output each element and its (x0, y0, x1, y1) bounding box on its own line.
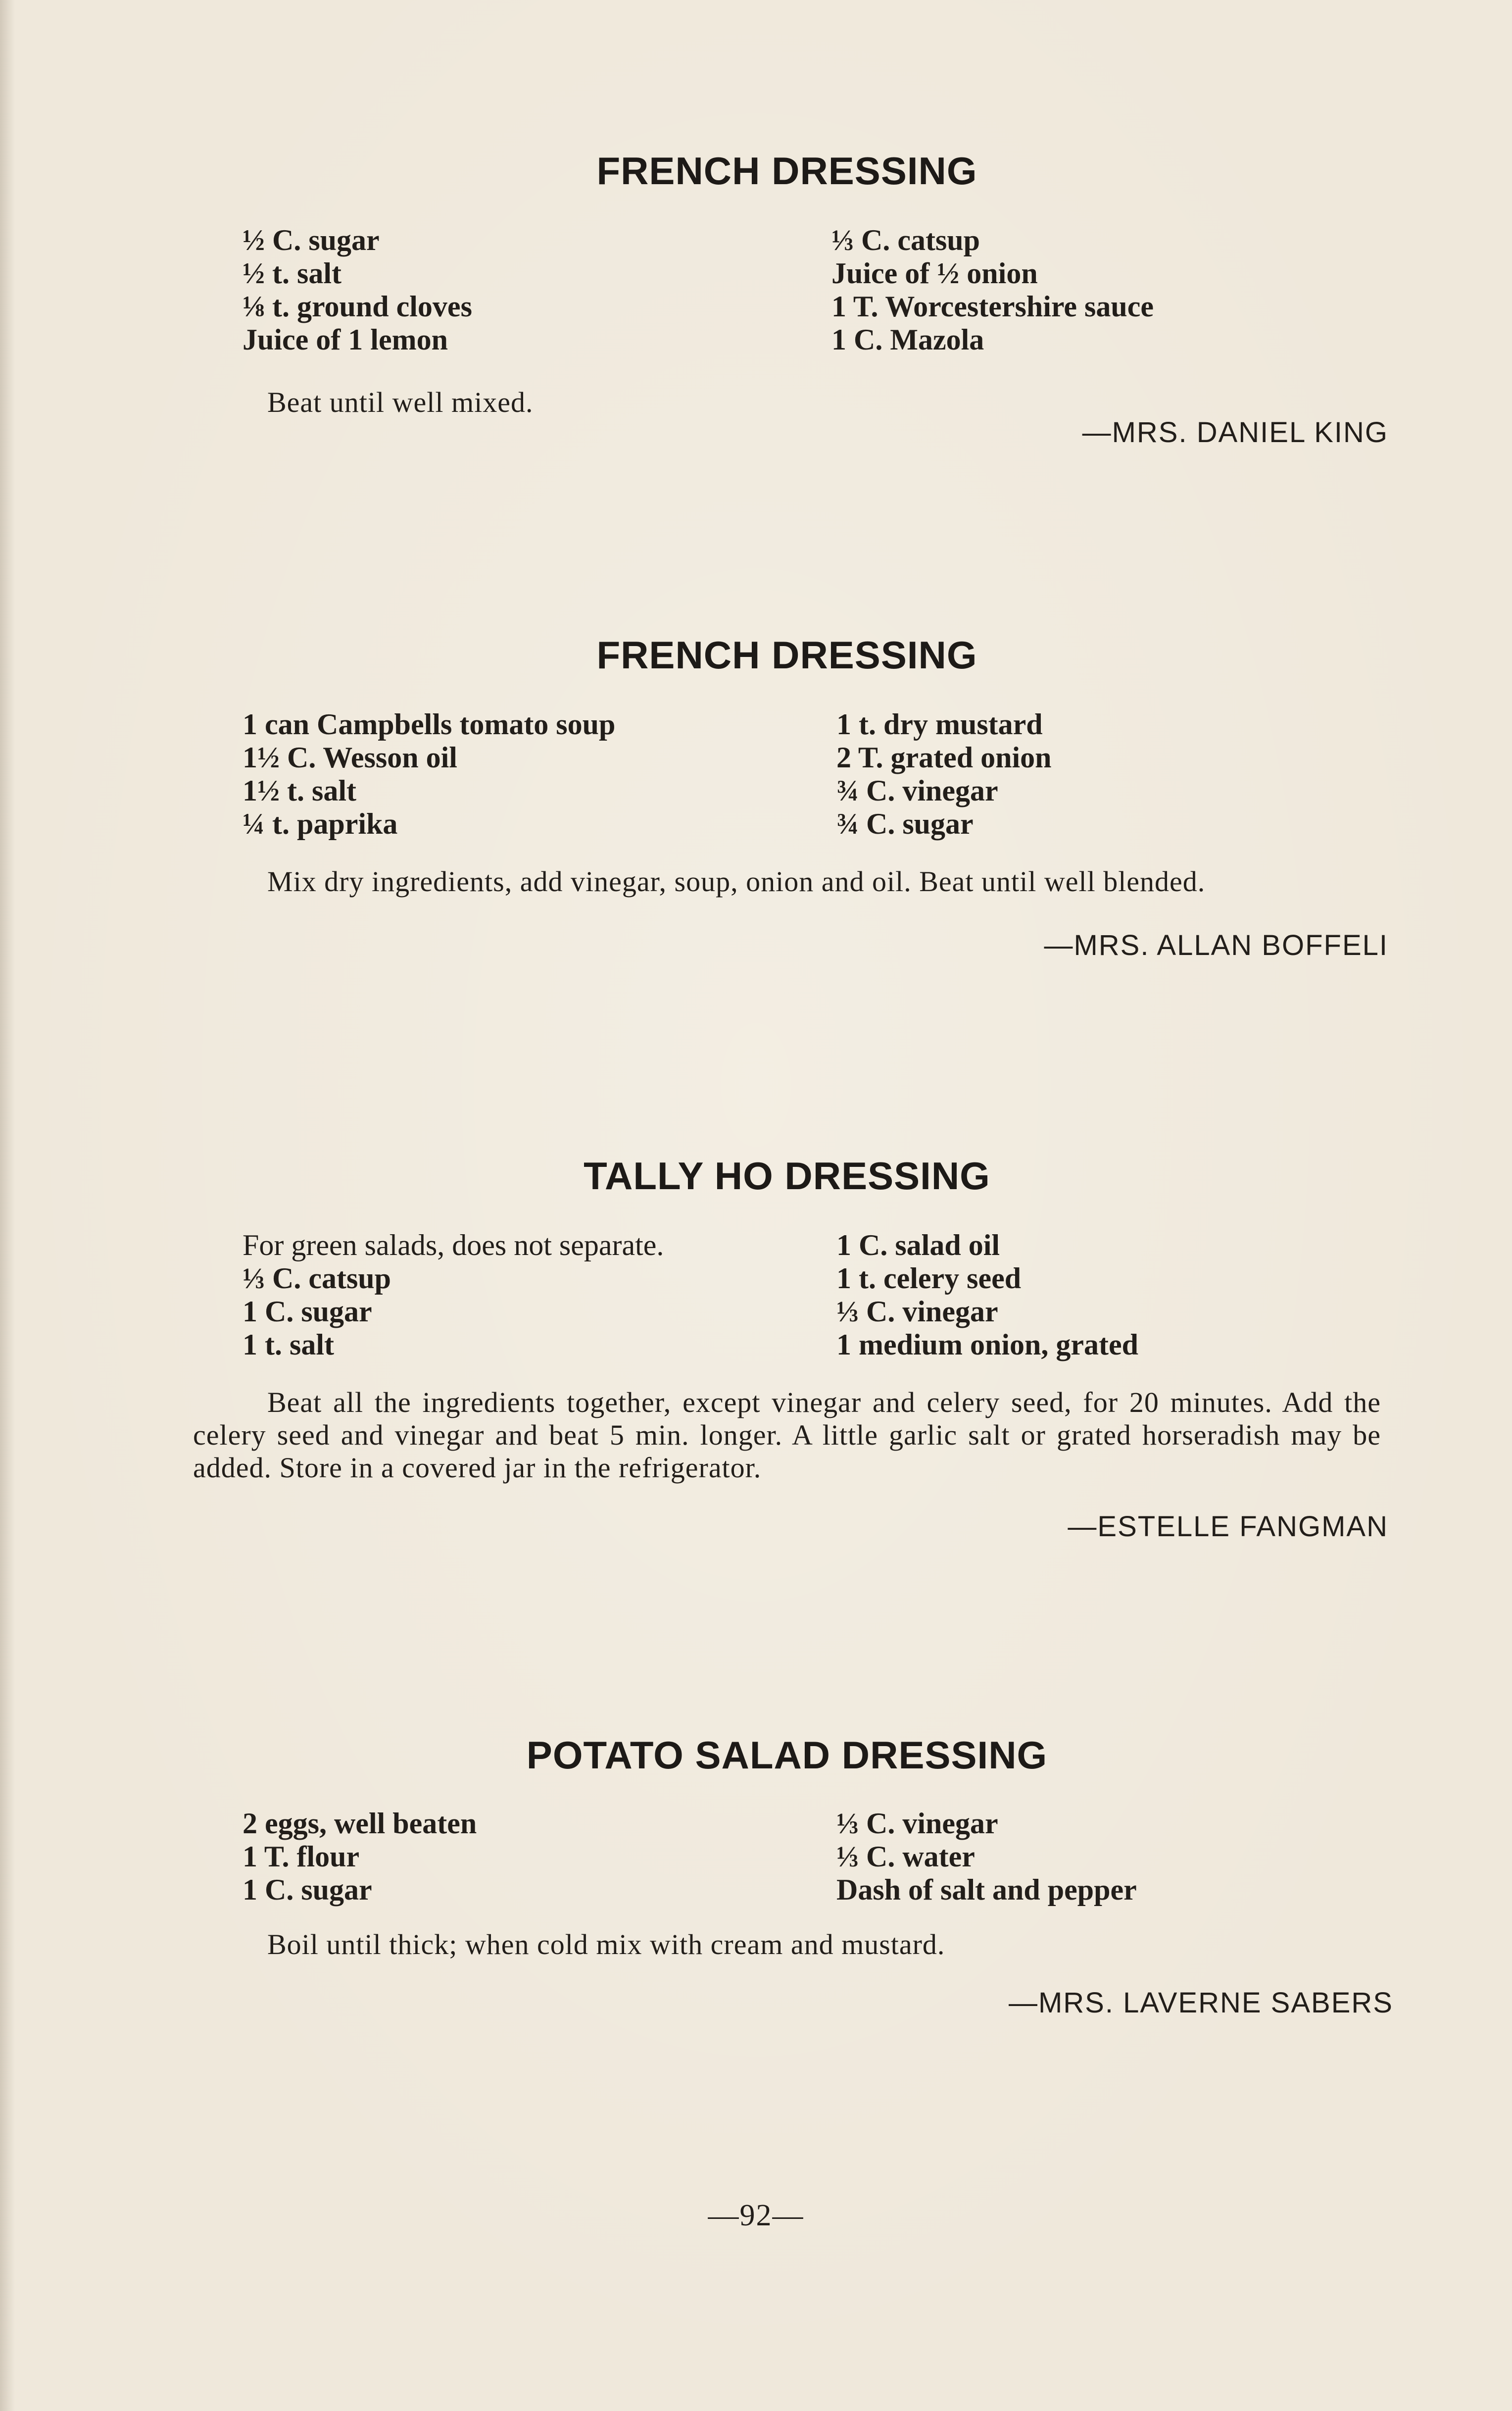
page-number: —92— (708, 2199, 804, 2232)
ingredient: 1 t. salt (243, 1328, 334, 1361)
ingredient: ¾ C. sugar (836, 807, 974, 840)
recipe-title: FRENCH DRESSING (596, 633, 977, 677)
recipe-directions: Beat until well mixed. (267, 386, 534, 418)
recipe-author: —ESTELLE FANGMAN (1068, 1510, 1388, 1543)
ingredient: ⅓ C. vinegar (836, 1295, 998, 1328)
ingredients-right (836, 1229, 1138, 1361)
recipe-directions: Mix dry ingredients, add vinegar, soup, onion and oil. Beat until well blended. (267, 865, 1206, 898)
recipe-author: —MRS. ALLAN BOFFELI (1044, 929, 1388, 961)
ingredients-left (243, 224, 472, 356)
ingredient: 1 C. salad oil (836, 1229, 1000, 1261)
ingredient: 1 C. Mazola (831, 323, 984, 356)
ingredient: 1½ C. Wesson oil (243, 741, 457, 774)
ingredient: 1 can Campbells tomato soup (243, 708, 616, 741)
ingredient: ⅓ C. vinegar (836, 1807, 998, 1840)
ingredient: ¾ C. vinegar (836, 774, 998, 807)
recipe-author: —MRS. DANIEL KING (1082, 416, 1388, 449)
ingredient: 1 medium onion, grated (836, 1328, 1139, 1361)
ingredient: Juice of ½ onion (831, 257, 1038, 290)
ingredients-left (243, 1229, 664, 1361)
ingredient: 1 t. celery seed (836, 1262, 1022, 1295)
ingredient: ⅓ C. catsup (831, 224, 980, 256)
page-edge-shadow (0, 0, 15, 2411)
ingredient: 1 t. dry mustard (836, 708, 1043, 741)
ingredient: ⅓ C. catsup (243, 1262, 391, 1295)
ingredient: 2 T. grated onion (836, 741, 1052, 774)
ingredient: Juice of 1 lemon (243, 323, 448, 356)
ingredient: 1 C. sugar (243, 1295, 372, 1328)
ingredient: 1 T. Worcestershire sauce (831, 290, 1154, 323)
recipe-title: POTATO SALAD DRESSING (526, 1733, 1048, 1777)
ingredient-note: For green salads, does not separate. (243, 1229, 664, 1261)
ingredients-right (836, 1807, 1137, 1907)
recipe-title: TALLY HO DRESSING (584, 1154, 990, 1198)
ingredient: Dash of salt and pepper (836, 1873, 1137, 1906)
ingredients-left (243, 1807, 477, 1907)
recipe-author: —MRS. LAVERNE SABERS (1008, 1987, 1393, 2019)
ingredient: 1½ t. salt (243, 774, 356, 807)
ingredient: ⅓ C. water (836, 1840, 975, 1873)
ingredients-right (831, 224, 1154, 356)
ingredient: 2 eggs, well beaten (243, 1807, 477, 1840)
ingredient: 1 C. sugar (243, 1873, 372, 1906)
ingredient: 1 T. flour (243, 1840, 360, 1873)
ingredient: ⅛ t. ground cloves (243, 290, 472, 323)
ingredient: ½ C. sugar (243, 224, 380, 256)
recipe-title: FRENCH DRESSING (596, 149, 977, 193)
ingredients-right (836, 708, 1052, 841)
ingredient: ¼ t. paprika (243, 807, 398, 840)
ingredients-left (243, 708, 615, 841)
recipe-directions: Beat all the ingredients together, except vinegar and celery seed, for 20 minutes. Add the celery seed and vinegar and beat 5 min. longer. A little garlic salt or grated horseradish may be added. Store in a covered jar in the refrigerator. (193, 1386, 1381, 1484)
recipe-directions: Boil until thick; when cold mix with cream and mustard. (267, 1928, 945, 1960)
ingredient: ½ t. salt (243, 257, 341, 290)
